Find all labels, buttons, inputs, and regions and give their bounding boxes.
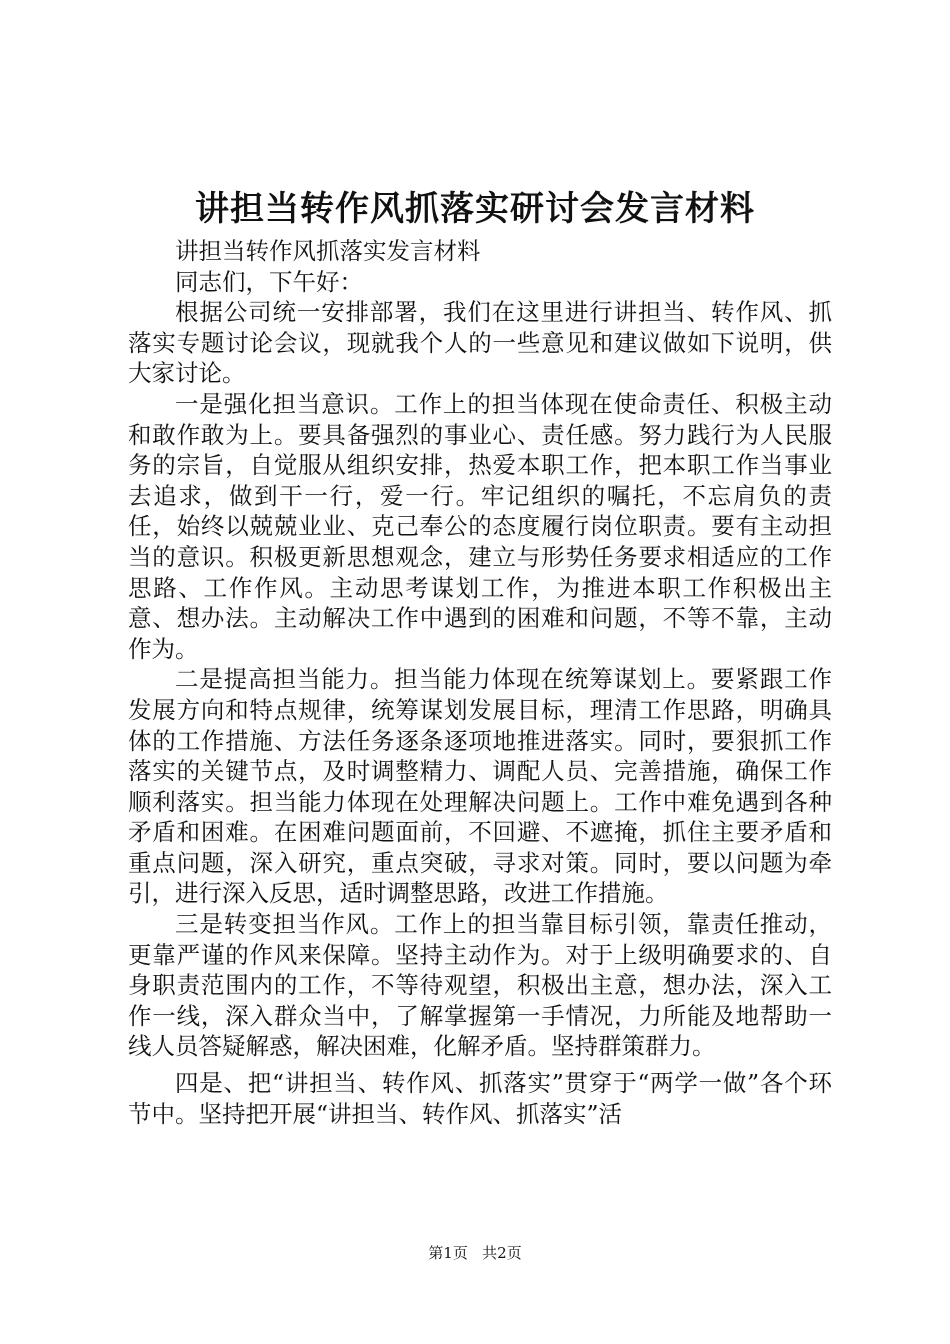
paragraph-point-two: 二是提高担当能力。担当能力体现在统筹谋划上。要紧跟工作发展方向和特点规律，统筹谋划发展目标，理清工作思路，明确具体的工作措施、方法任务逐条逐项地推进落实。同时，要狠抓工作落实的关键节点，及时调整精力、调配人员、完善措施，确保工作顺利落实。担当能力体现在处理解决问题上。工作中难免遇到各种矛盾和困难。在困难问题面前，不回避、不遮掩，抓住主要矛盾和重点问题，深入研究，重点突破，寻求对策。同时，要以问题为牵引，进行深入反思，适时调整思路，改进工作措施。: [128, 665, 832, 908]
page-total: 共2页: [482, 1244, 522, 1262]
footer-spacer: [473, 1244, 478, 1262]
page-number: 第1页: [428, 1244, 468, 1262]
paragraph-point-one: 一是强化担当意识。工作上的担当体现在使命责任、积极主动和敢作敢为上。要具备强烈的事业心、责任感。努力践行为人民服务的宗旨，自觉服从组织安排，热爱本职工作，把本职工作当事业去追求，做到干一行，爱一行。牢记组织的嘱托，不忘肩负的责任，始终以兢兢业业、克己奉公的态度履行岗位职责。要有主动担当的意识。积极更新思想观念，建立与形势任务要求相适应的工作思路、工作作风。主动思考谋划工作，为推进本职工作积极出主意、想办法。主动解决工作中遇到的困难和问题，不等不靠，主动作为。: [128, 389, 832, 663]
paragraph-intro: 根据公司统一安排部署，我们在这里进行讲担当、转作风、抓落实专题讨论会议，现就我个人的一些意见和建议做如下说明，供大家讨论。: [128, 298, 832, 388]
paragraph-point-four: 四是、把“讲担当、转作风、抓落实”贯穿于“两学一做”各个环节中。坚持把开展“讲担当、转作风、抓落实”活: [128, 1069, 832, 1128]
paragraph-greeting: 同志们，下午好：: [175, 267, 363, 296]
paragraph-point-three: 三是转变担当作风。工作上的担当靠目标引领，靠责任推动，更靠严谨的作风来保障。坚持主动作为。对于上级明确要求的、自身职责范围内的工作，不等待观望，积极出主意，想办法，深入工作一线，深入群众当中，了解掌握第一手情况，力所能及地帮助一线人员答疑解惑，解决困难，化解矛盾。坚持群策群力。: [128, 910, 832, 1061]
document-title: 讲担当转作风抓落实研讨会发言材料: [195, 189, 755, 229]
document-body: [128, 236, 832, 1129]
page-footer: [0, 1243, 950, 1263]
paragraph-subtitle: 讲担当转作风抓落实发言材料: [175, 237, 481, 265]
